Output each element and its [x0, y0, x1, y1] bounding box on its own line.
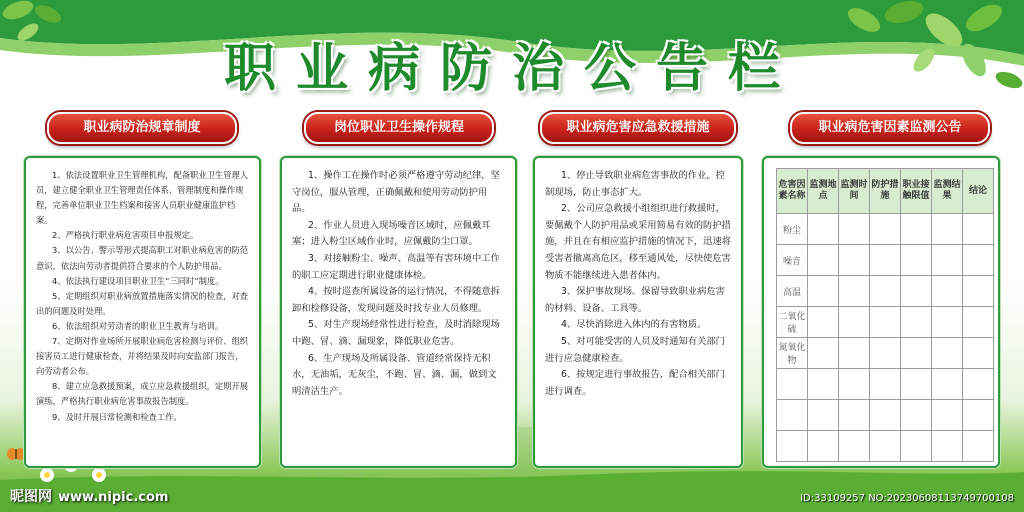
- hazard-cell: 二氧化硫: [777, 307, 808, 338]
- regulation-item: 3、以公告、警示等形式提高职工对职业病危害的防范意识，依法向劳动者提供符合要求的个人防护用品。: [36, 245, 249, 271]
- watermark-site: [10, 486, 168, 506]
- watermark-site-name: 昵图网: [10, 489, 52, 505]
- table-row: [777, 431, 994, 462]
- table-row: [777, 369, 994, 400]
- hazard-cell: 噪音: [777, 245, 808, 276]
- column-header-time: 监测时间: [839, 169, 870, 214]
- table-row: [777, 276, 994, 307]
- monitoring-table: [776, 168, 994, 462]
- rule-item: 6、生产现场及所属设备、管道经常保持无积水，无油垢，无灰尘，不跑、冒、滴、漏，做到文明清洁生产。: [292, 352, 497, 397]
- regulation-item: 4、依法执行建设项目职业卫生“三同时”制度。: [52, 275, 224, 286]
- daisy-flower: [92, 468, 106, 482]
- table-header-row: [777, 169, 994, 214]
- column-header-hazard-factor: 危害因素名称: [777, 169, 808, 214]
- table-row: [777, 338, 994, 369]
- hazard-cell: 高温: [777, 276, 808, 307]
- regulation-item: 8、建立应急救援预案，成立应急救援组织，定期开展演练，严格执行职业病危害事故报告制度。: [36, 381, 249, 407]
- section-heading-emergency-measures: 职业病危害应急救援措施: [540, 112, 736, 144]
- column-header-conclusion: 结论: [963, 169, 994, 214]
- measure-item: 6、按规定进行事故报告，配合相关部门进行调查。: [545, 369, 725, 397]
- rule-item: 2、作业人员进入现场噪音区域时，应佩戴耳塞；进入粉尘区域作业时，应佩戴防尘口罩。: [292, 219, 491, 248]
- measure-item: 1、停止导致职业病危害事故的作业，控制现场，防止事态扩大。: [545, 170, 725, 198]
- hazard-cell: 粉尘: [777, 214, 808, 245]
- panel-operating-rules: [280, 156, 517, 468]
- hazard-cell: [777, 431, 808, 462]
- measure-item: 3、保护事故现场。保留导致职业病危害的材料、设备、工具等。: [545, 286, 725, 314]
- column-header-result: 监测结果: [932, 169, 963, 214]
- daisy-flower: [40, 468, 54, 482]
- section-heading-monitoring-notice: 职业病危害因素监测公告: [790, 112, 990, 144]
- rule-item: 5、对生产现场经常性进行检查，及时消除现场中跑、冒、滴、漏现象，降低职业危害。: [292, 319, 500, 347]
- regulation-item: 6、依法组织对劳动者的职业卫生教育与培训。: [52, 320, 224, 331]
- operating-rules-text: [292, 168, 505, 400]
- regulations-text: [36, 168, 249, 425]
- hazard-cell: [777, 369, 808, 400]
- table-row: [777, 245, 994, 276]
- rule-item: 4、按时巡查所属设备的运行情况，不得随意拆卸和检修设备，发现问题及时找专业人员修理。: [292, 286, 500, 314]
- panel-monitoring-notice: [762, 156, 1000, 468]
- watermark-url: www.nipic.com: [58, 490, 169, 505]
- emergency-measures-text: [545, 168, 731, 400]
- regulation-item: 2、严格执行职业病危害项目申报规定。: [52, 230, 199, 241]
- table-row: [777, 214, 994, 245]
- column-header-exposure-limit: 职业接触限值: [901, 169, 932, 214]
- section-heading-regulations: 职业病防治规章制度: [47, 112, 237, 144]
- column-header-protection: 防护措施: [870, 169, 901, 214]
- measure-item: 5、对可能受害的人员及时通知有关部门进行应急健康检查。: [545, 335, 725, 364]
- watermark-id: ID:33109257 NO:20230608113749700108: [800, 493, 1014, 504]
- table-row: [777, 400, 994, 431]
- hazard-cell: 氮氧化物: [777, 338, 808, 369]
- hazard-cell: [777, 400, 808, 431]
- regulation-item: 9、及时开展日常检测和检查工作。: [52, 411, 182, 422]
- board-title: 职业病防治公告栏: [223, 39, 800, 99]
- panel-emergency-measures: [533, 156, 743, 468]
- measure-item: 2、公司应急救援小组组织进行救援时，要佩戴个人防护用品或采用简易有效的防护措施，并且在有相应监护措施的情况下，迅速将受害者撤离高危区，移至通风处，尽快使危害物质不能继续进入患者体内。: [545, 203, 731, 281]
- butterfly-decoration: [6, 446, 26, 460]
- rule-item: 1、操作工在操作时必须严格遵守劳动纪律，坚守岗位，服从管理，正确佩戴和使用劳动防护用品。: [292, 170, 500, 215]
- section-heading-operating-rules: 岗位职业卫生操作规程: [304, 112, 494, 144]
- regulation-item: 5、定期组织对职业病放置措施落实情况的检查，对查出的问题及时处理。: [36, 290, 249, 316]
- panel-regulations: [24, 156, 261, 468]
- measure-item: 4、尽快消除进入体内的有害物质。: [561, 319, 707, 331]
- regulation-item: 1、依法设置职业卫生管理机构，配备职业卫生管理人员，建立健全职业卫生管理责任体系、管理制度和操作规程，完善单位职业卫生档案和接害人员职业健康监护档案。: [36, 170, 249, 226]
- table-row: [777, 307, 994, 338]
- rule-item: 3、对接触粉尘、噪声、高温等有害环境中工作的职工应定期进行职业健康体检。: [292, 252, 500, 281]
- column-header-location: 监测地点: [808, 169, 839, 214]
- regulation-item: 7、定期对作业场所开展职业病危害检测与评价、组织接害员工进行健康检查，并将结果及时向安监部门报告，向劳动者公布。: [36, 336, 249, 377]
